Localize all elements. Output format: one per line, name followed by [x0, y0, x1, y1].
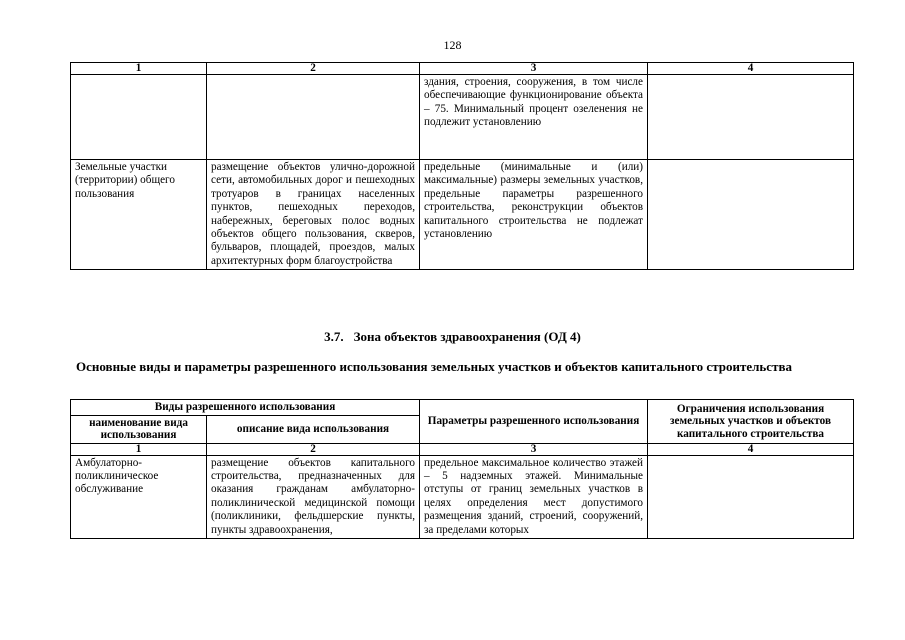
- column-number: 3: [420, 443, 648, 455]
- table-row: [71, 455, 854, 538]
- restrictions-cell: [648, 455, 854, 538]
- table-subtitle: Основные виды и параметры разрешенного использования земельных участков и объектов капитального строительства: [76, 359, 792, 374]
- column-number: 3: [420, 63, 648, 75]
- table-row: [71, 160, 854, 270]
- parameters-cell: здания, строения, сооружения, в том числе обеспечивающие функционирование объекта – 75. Минимальный процент озеленения не подлежит установлению: [420, 75, 648, 160]
- page-number: 128: [443, 38, 462, 52]
- restrictions-cell: [648, 160, 854, 270]
- header-group: Виды разрешенного использования: [71, 400, 420, 416]
- use-description-cell: [207, 75, 420, 160]
- header-restrictions: Ограничения использования земельных участков и объектов капитального строительства: [648, 400, 854, 444]
- column-number: 2: [207, 63, 420, 75]
- column-number-row: [71, 443, 854, 455]
- column-number: 1: [71, 443, 207, 455]
- header-parameters: Параметры разрешенного использования: [420, 400, 648, 444]
- parameters-cell: предельное максимальное количество этажей – 5 надземных этажей. Минимальные отступы от границ земельных участков в целях определения мест допустимого размещения зданий, строений, сооружений, за пределами которых: [420, 455, 648, 538]
- section-heading: Зона объектов здравоохранения (ОД 4): [353, 329, 581, 344]
- use-name-cell: [71, 75, 207, 160]
- use-name-cell: Земельные участки (территории) общего пользования: [71, 160, 207, 270]
- column-number: 4: [648, 443, 854, 455]
- use-name-cell: Амбулаторно-поликлиническое обслуживание: [71, 455, 207, 538]
- permitted-use-table: [70, 399, 854, 539]
- column-number-row: [71, 63, 854, 75]
- column-number: 1: [71, 63, 207, 75]
- parameters-cell: предельные (минимальные и (или) максимальные) размеры земельных участков, предельные параметры разрешенного строительства, реконструкции объектов капитального строительства не подлежат установлению: [420, 160, 648, 270]
- table-row: [71, 75, 854, 160]
- header-row: [71, 400, 854, 416]
- section-title: [0, 329, 905, 345]
- use-description-cell: размещение объектов капитального строительства, предназначенных для оказания гражданам амбулаторно-поликлинической медицинской помощи (поликлиники, фельдшерские пункты, пункты здравоохранения,: [207, 455, 420, 538]
- column-number: 4: [648, 63, 854, 75]
- restrictions-cell: [648, 75, 854, 160]
- section-number: 3.7.: [324, 329, 344, 344]
- header-use-description: описание вида использования: [207, 415, 420, 443]
- column-number: 2: [207, 443, 420, 455]
- header-use-name: наименование вида использования: [71, 415, 207, 443]
- use-description-cell: размещение объектов улично-дорожной сети, автомобильных дорог и пешеходных тротуаров в границах населенных пунктов, пешеходных переходов, набережных, береговых полос водных объектов общего пользования, скверов, бульваров, площадей, проездов, малых архитектурных форм благоустройства: [207, 160, 420, 270]
- top-table: [70, 62, 854, 270]
